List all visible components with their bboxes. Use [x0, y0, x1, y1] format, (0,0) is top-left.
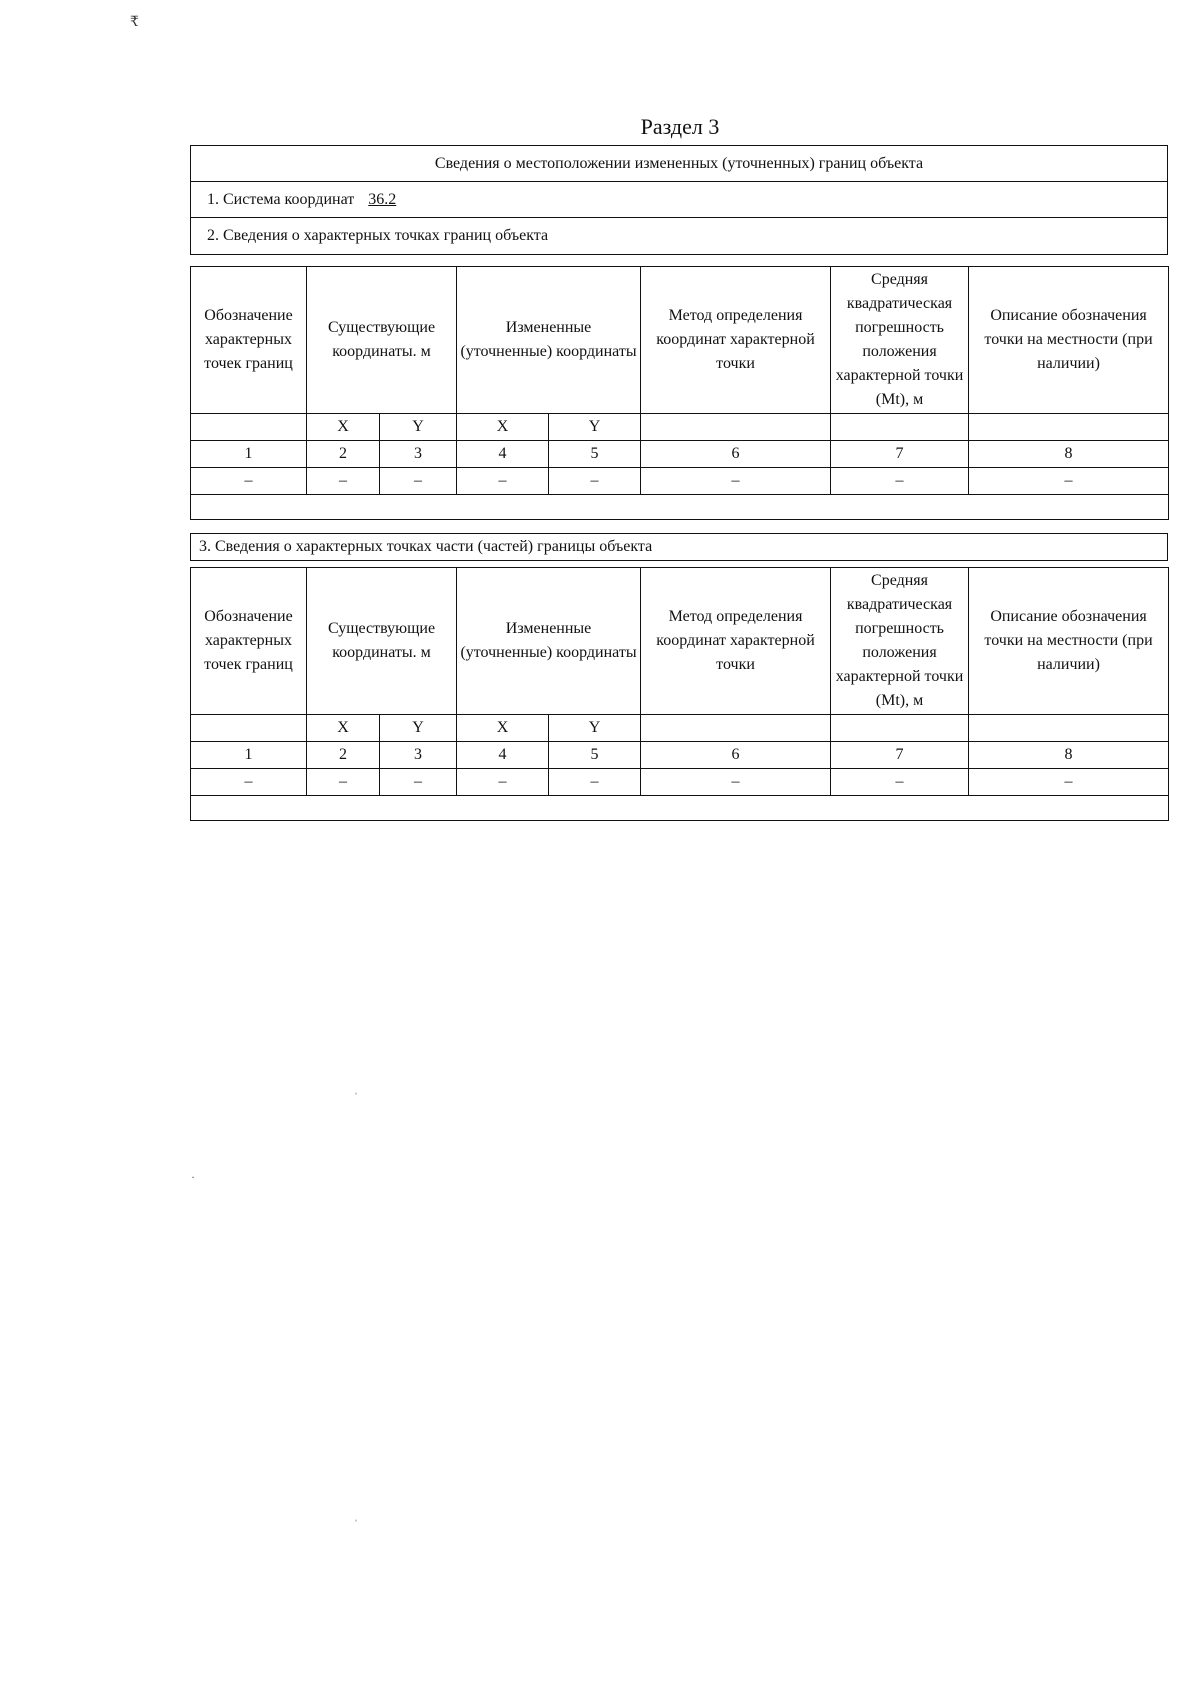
table-number-row [191, 441, 1169, 468]
header-error: Средняя квадратическая погрешность положения характерной точки (Mt), м [831, 267, 969, 414]
scan-speck: · [191, 1170, 195, 1184]
table-cell: – [457, 468, 549, 495]
table-subheader-row [191, 715, 1169, 742]
info-heading: Сведения о местоположении измененных (уточненных) границ объекта [191, 146, 1167, 182]
table-cell: – [831, 468, 969, 495]
section-title: Раздел 3 [640, 114, 720, 139]
table-empty-row [191, 495, 1169, 520]
column-number: 5 [549, 742, 641, 769]
header-changed-coords: Измененные (уточненные) координаты [457, 568, 641, 715]
table-empty-row [191, 796, 1169, 821]
subheader-y-existing: Y [380, 414, 457, 441]
column-number: 3 [380, 742, 457, 769]
table-cell: – [831, 769, 969, 796]
header-designation: Обозначение характерных точек границ [191, 568, 307, 715]
header-existing-coords: Существующие координаты. м [307, 568, 457, 715]
header-existing-coords: Существующие координаты. м [307, 267, 457, 414]
column-number: 4 [457, 441, 549, 468]
subheader-x-existing: X [307, 414, 380, 441]
subheader-y-changed: Y [549, 715, 641, 742]
column-number: 7 [831, 441, 969, 468]
column-number: 2 [307, 441, 380, 468]
column-number: 3 [380, 441, 457, 468]
header-error: Средняя квадратическая погрешность положения характерной точки (Mt), м [831, 568, 969, 715]
table-number-row [191, 742, 1169, 769]
info-box [190, 145, 1168, 255]
table-header-row [191, 267, 1169, 414]
scan-mark: ₹ [130, 15, 139, 30]
table-cell: – [307, 769, 380, 796]
column-number: 8 [969, 742, 1169, 769]
table-cell: – [549, 468, 641, 495]
section3-label: 3. Сведения о характерных точках части (частей) границы объекта [190, 533, 1168, 561]
table-subheader-row [191, 414, 1169, 441]
coord-system-label: 1. Система координат [207, 191, 355, 208]
table-cell: – [969, 769, 1169, 796]
column-number: 4 [457, 742, 549, 769]
scan-speck: ˈ [354, 1090, 358, 1104]
table-cell: – [307, 468, 380, 495]
subheader-x-existing: X [307, 715, 380, 742]
table-cell: – [549, 769, 641, 796]
scan-speck: ˈ [354, 1517, 358, 1531]
header-description: Описание обозначения точки на местности (при наличии) [969, 267, 1169, 414]
table-row [191, 468, 1169, 495]
part-boundary-points-table [190, 567, 1169, 821]
table-cell: – [969, 468, 1169, 495]
column-number: 2 [307, 742, 380, 769]
boundary-points-table [190, 266, 1169, 520]
subheader-y-changed: Y [549, 414, 641, 441]
column-number: 5 [549, 441, 641, 468]
table-cell: – [641, 769, 831, 796]
subheader-y-existing: Y [380, 715, 457, 742]
column-number: 1 [191, 742, 307, 769]
table-header-row [191, 568, 1169, 715]
table-cell: – [641, 468, 831, 495]
table-cell: – [457, 769, 549, 796]
header-method: Метод определения координат характерной точки [641, 267, 831, 414]
section2-label: 2. Сведения о характерных точках границ объекта [207, 227, 549, 244]
header-description: Описание обозначения точки на местности (при наличии) [969, 568, 1169, 715]
table-row [191, 769, 1169, 796]
table-cell: – [191, 769, 307, 796]
table-cell: – [191, 468, 307, 495]
column-number: 7 [831, 742, 969, 769]
column-number: 8 [969, 441, 1169, 468]
header-method: Метод определения координат характерной точки [641, 568, 831, 715]
header-designation: Обозначение характерных точек границ [191, 267, 307, 414]
column-number: 6 [641, 441, 831, 468]
header-changed-coords: Измененные (уточненные) координаты [457, 267, 641, 414]
table-cell: – [380, 468, 457, 495]
coord-system-value: 36.2 [368, 191, 397, 208]
column-number: 1 [191, 441, 307, 468]
subheader-x-changed: X [457, 715, 549, 742]
column-number: 6 [641, 742, 831, 769]
table-cell: – [380, 769, 457, 796]
coord-system-row [191, 182, 1167, 218]
subheader-x-changed: X [457, 414, 549, 441]
